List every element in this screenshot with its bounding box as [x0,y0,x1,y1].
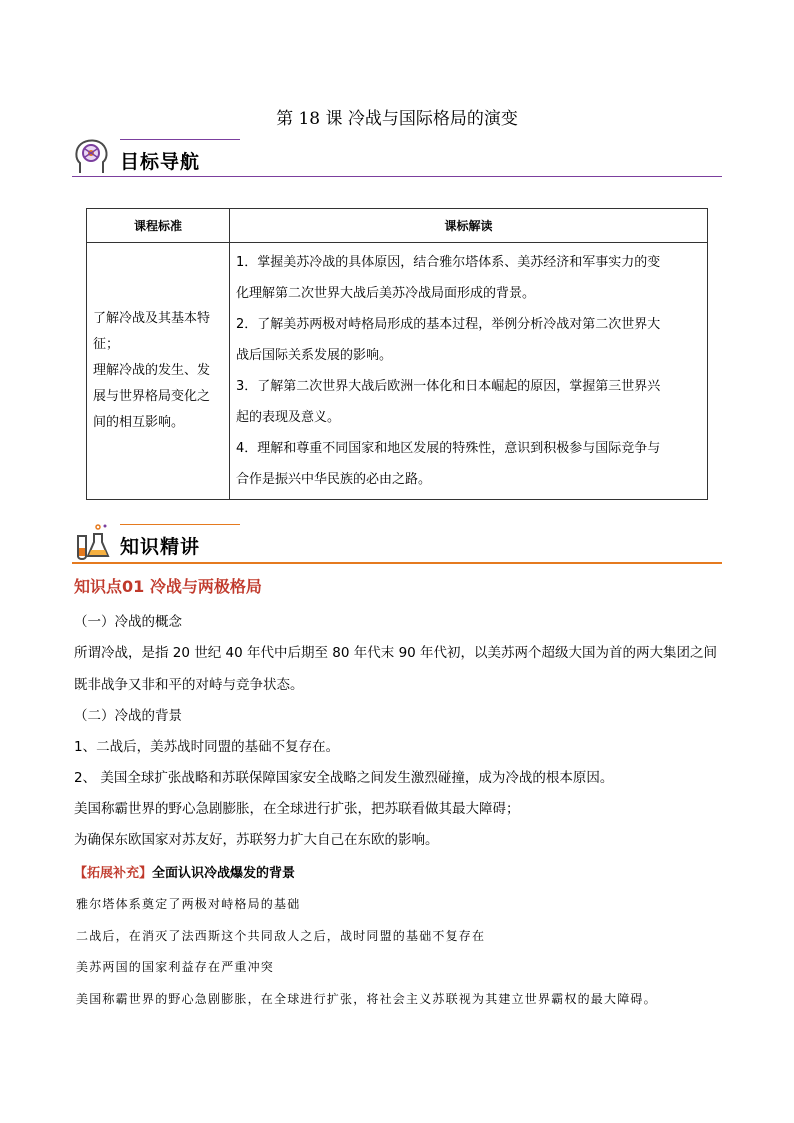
paragraph: 1、二战后，美苏战时同盟的基础不复存在。 [74,739,340,755]
expand-heading [74,862,295,881]
table-header: 课标解读 [230,209,708,243]
table-row [87,243,708,500]
paragraph: 2、 美国全球扩张战略和苏联保障国家安全战略之间发生激烈碰撞，成为冷战的根本原因。 [74,770,614,786]
lab-flask-icon [72,522,112,562]
paragraph: 所谓冷战，是指 20 世纪 40 年代中后期至 80 年代末 90 年代初，以美苏两个超级大国为首的两大集团之间 [74,645,718,661]
page-title: 第 18 课 冷战与国际格局的演变 [276,109,518,129]
table-header-row [87,209,708,243]
paragraph: 美国称霸世界的野心急剧膨胀，在全球进行扩张，把苏联看做其最大障碍； [74,801,520,817]
section-heading: 知识精讲 [120,536,201,558]
expand-title-text: 全面认识冷战爆发的背景 [152,866,296,881]
header-top-line [120,524,240,525]
standard-line: 理解冷战的发生、发 [93,363,211,378]
section-rule [72,562,722,564]
standard-line: 展与世界格局变化之 [93,389,211,404]
interpretation-line: 合作是振兴中华民族的必由之路。 [236,472,432,487]
expand-tag: 【拓展补充】 [74,866,153,881]
section-heading: 目标导航 [120,151,201,173]
interpretation-line: 战后国际关系发展的影响。 [236,348,393,363]
paragraph: 既非战争又非和平的对峙与竞争状态。 [74,677,304,693]
section-header-goals [72,137,722,181]
interpretation-line: 2．了解美苏两极对峙格局形成的基本过程，举例分析冷战对第二次世界大 [236,317,661,332]
interpretation-line: 4．理解和尊重不同国家和地区发展的特殊性，意识到积极参与国际竞争与 [236,441,661,456]
expand-line: 二战后，在消灭了法西斯这个共同敌人之后，战时同盟的基础不复存在 [76,929,486,943]
table-header: 课程标准 [87,209,230,243]
expand-line: 雅尔塔体系奠定了两极对峙格局的基础 [76,897,301,911]
section-header-knowledge [72,522,722,566]
standard-line: 了解冷战及其基本特 [93,311,211,326]
expand-line: 美苏两国的国家利益存在严重冲突 [76,960,275,974]
subheading: （二）冷战的背景 [74,708,182,724]
curriculum-standard-cell [87,243,230,500]
standard-line: 征； [93,337,120,352]
interpretation-line: 化理解第二次世界大战后美苏冷战局面形成的背景。 [236,286,536,301]
knowledge-point-title: 知识点01 冷战与两极格局 [74,577,262,596]
brain-gear-icon [72,137,112,177]
section-rule [72,176,722,177]
standards-table [86,208,708,500]
standard-line: 间的相互影响。 [93,415,185,430]
subheading: （一）冷战的概念 [74,614,182,630]
expand-line: 美国称霸世界的野心急剧膨胀，在全球进行扩张，将社会主义苏联视为其建立世界霸权的最大障碍。 [76,992,657,1006]
interpretation-cell [230,243,708,500]
header-top-line [120,139,240,140]
paragraph: 为确保东欧国家对苏友好，苏联努力扩大自己在东欧的影响。 [74,832,439,848]
interpretation-line: 3．了解第二次世界大战后欧洲一体化和日本崛起的原因，掌握第三世界兴 [236,379,661,394]
interpretation-line: 1．掌握美苏冷战的具体原因，结合雅尔塔体系、美苏经济和军事实力的变 [236,255,661,270]
interpretation-line: 起的表现及意义。 [236,410,341,425]
